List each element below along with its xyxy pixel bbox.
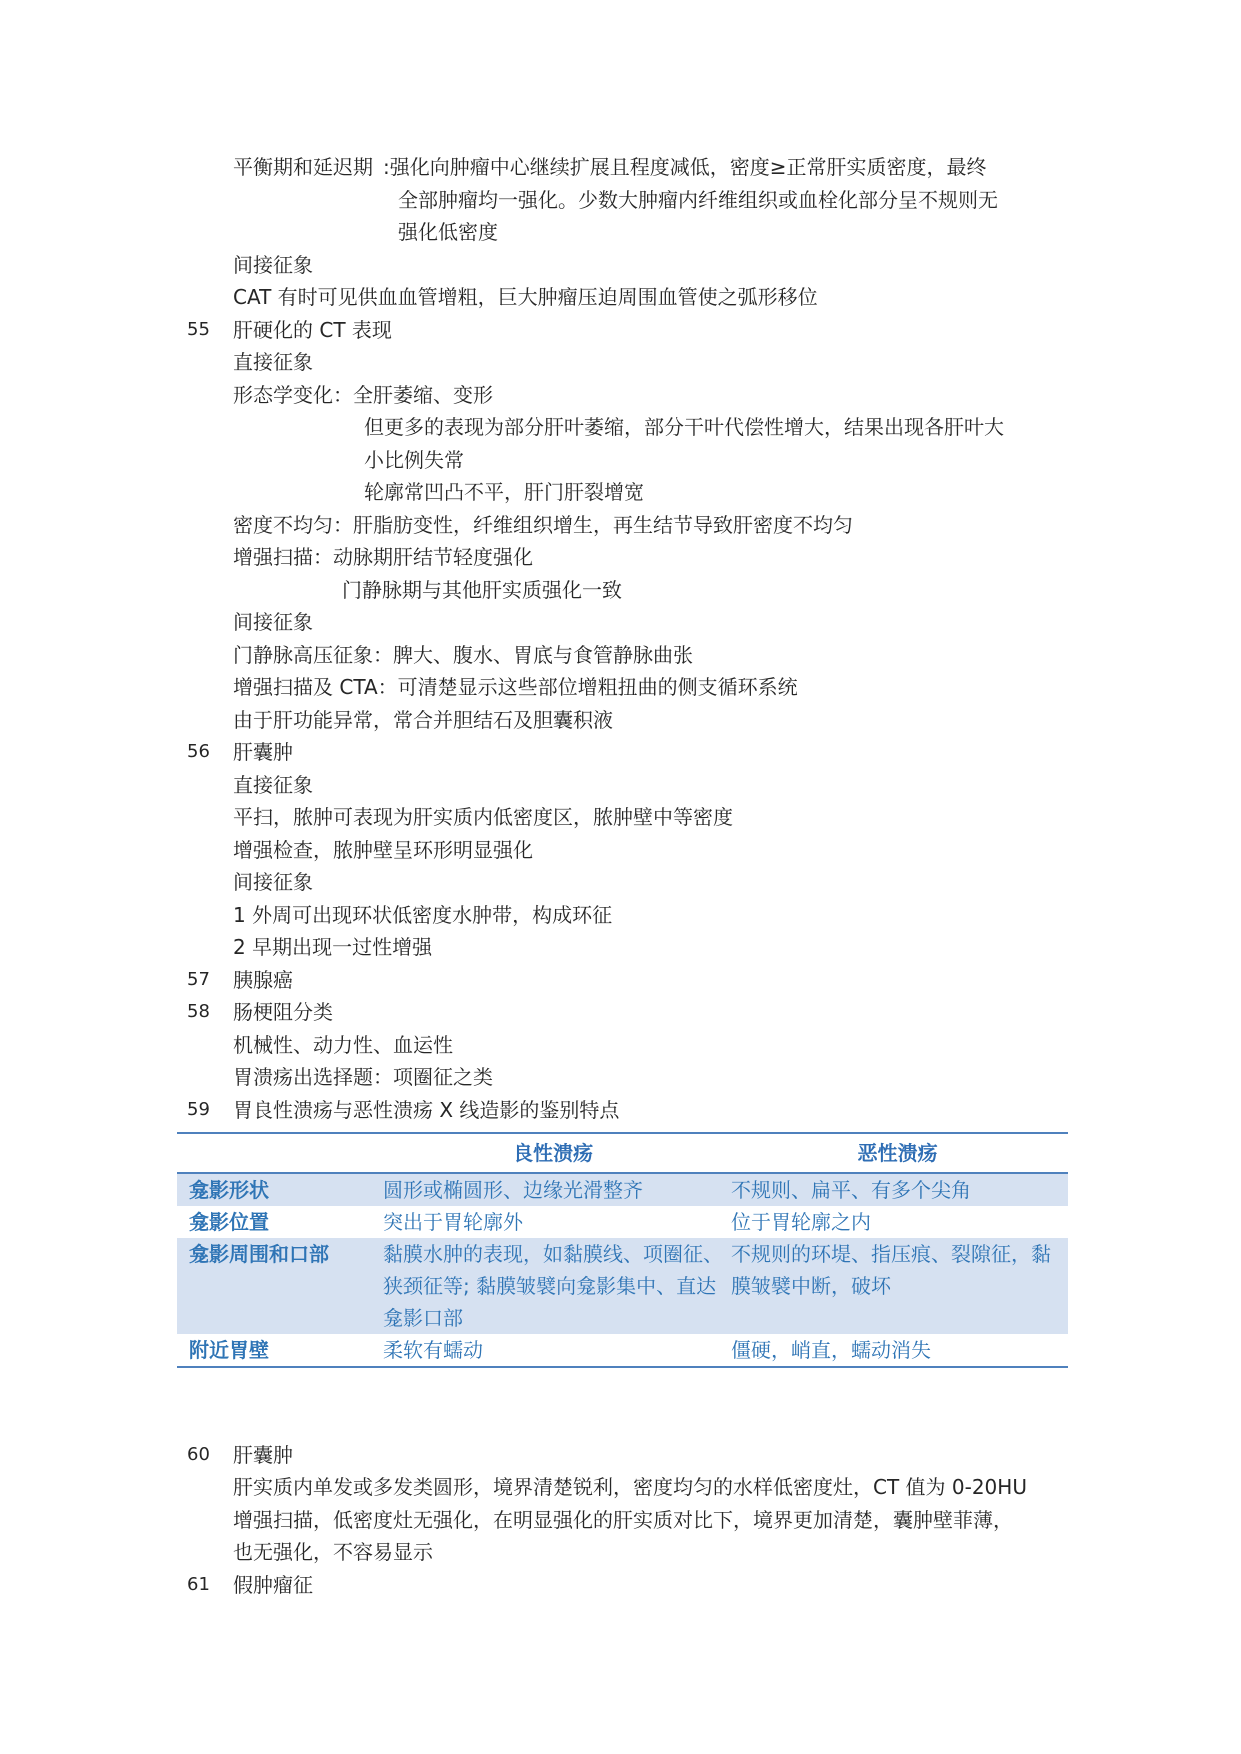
table-header-benign: 良性溃疡 [513, 1141, 593, 1165]
text-line: 1 外周可出现环状低密度水肿带，构成环征 [233, 903, 613, 927]
table-header-row [177, 1133, 1068, 1173]
item-heading: 肝硬化的 CT 表现 [233, 318, 392, 342]
item-number: 56 [187, 741, 210, 762]
table-row [177, 1238, 1068, 1334]
text-line: 平衡期和延迟期 [233, 155, 373, 179]
text-line: 门静脉期与其他肝实质强化一致 [342, 578, 622, 602]
item-heading: 胰腺癌 [233, 968, 293, 992]
item-number: 57 [187, 969, 210, 990]
text-line: 间接征象 [233, 870, 313, 894]
item-number: 60 [187, 1444, 210, 1465]
row-label: 龛影位置 [189, 1210, 269, 1234]
text-line: 门静脉高压征象：脾大、腹水、胃底与食管静脉曲张 [233, 643, 693, 667]
item-heading: 肝囊肿 [233, 740, 293, 764]
item-heading: 肠梗阻分类 [233, 1000, 333, 1024]
malignant-cell: 不规则的环堤、指压痕、裂隙征，黏膜皱襞中断，破坏 [731, 1242, 1051, 1298]
malignant-cell: 僵硬，峭直，蠕动消失 [731, 1338, 931, 1362]
benign-cell: 突出于胃轮廓外 [383, 1210, 523, 1234]
text-line: 间接征象 [233, 610, 313, 634]
text-line: 增强检查，脓肿壁呈环形明显强化 [233, 838, 533, 862]
text-line: 2 早期出现一过性增强 [233, 935, 433, 959]
item-heading: 胃良性溃疡与恶性溃疡 X 线造影的鉴别特点 [233, 1098, 620, 1122]
text-line: 形态学变化：全肝萎缩、变形 [233, 383, 493, 407]
text-line: 平扫，脓肿可表现为肝实质内低密度区，脓肿壁中等密度 [233, 805, 733, 829]
malignant-cell: 不规则、扁平、有多个尖角 [731, 1178, 971, 1202]
item-number: 59 [187, 1099, 210, 1120]
item-number: 55 [187, 319, 210, 340]
text-line: 机械性、动力性、血运性 [233, 1033, 453, 1057]
benign-cell: 黏膜水肿的表现，如黏膜线、项圈征、狭颈征等; 黏膜皱襞向龛影集中、直达龛影口部 [383, 1242, 723, 1330]
row-label: 附近胃壁 [189, 1338, 269, 1362]
text-line: :强化向肿瘤中心继续扩展且程度减低，密度≥正常肝实质密度，最终 [383, 155, 987, 179]
text-line: 肝实质内单发或多发类圆形，境界清楚锐利，密度均匀的水样低密度灶，CT 值为 0-20HU [233, 1475, 1027, 1499]
row-label: 龛影形状 [189, 1178, 269, 1202]
text-line: 直接征象 [233, 350, 313, 374]
table-header-malignant: 恶性溃疡 [857, 1141, 938, 1165]
text-line: 也无强化，不容易显示 [233, 1540, 433, 1564]
text-line: 间接征象 [233, 253, 313, 277]
table-row [177, 1206, 1068, 1238]
item-number: 61 [187, 1574, 210, 1595]
text-line: 强化低密度 [398, 220, 498, 244]
text-line: 全部肿瘤均一强化。少数大肿瘤内纤维组织或血栓化部分呈不规则无 [398, 188, 998, 212]
table-row [177, 1334, 1068, 1367]
text-line: 轮廓常凹凸不平，肝门肝裂增宽 [364, 480, 644, 504]
item-heading: 假肿瘤征 [233, 1573, 313, 1597]
benign-cell: 圆形或椭圆形、边缘光滑整齐 [383, 1178, 643, 1202]
malignant-cell: 位于胃轮廓之内 [731, 1210, 871, 1234]
table-header-empty [177, 1133, 379, 1173]
text-line: 密度不均匀：肝脂肪变性，纤维组织增生，再生结节导致肝密度不均匀 [233, 513, 853, 537]
row-label: 龛影周围和口部 [189, 1242, 329, 1266]
text-line: CAT 有时可见供血血管增粗，巨大肿瘤压迫周围血管使之弧形移位 [233, 285, 818, 309]
text-line: 由于肝功能异常，常合并胆结石及胆囊积液 [233, 708, 613, 732]
ulcer-comparison-table [177, 1132, 1068, 1368]
text-line: 但更多的表现为部分肝叶萎缩，部分干叶代偿性增大，结果出现各肝叶大 [364, 415, 1004, 439]
item-heading: 肝囊肿 [233, 1443, 293, 1467]
benign-cell: 柔软有蠕动 [383, 1338, 483, 1362]
text-line: 小比例失常 [364, 448, 464, 472]
text-line: 增强扫描：动脉期肝结节轻度强化 [233, 545, 533, 569]
text-line: 增强扫描及 CTA：可清楚显示这些部位增粗扭曲的侧支循环系统 [233, 675, 798, 699]
text-line: 直接征象 [233, 773, 313, 797]
text-line: 增强扫描，低密度灶无强化，在明显强化的肝实质对比下，境界更加清楚，囊肿壁菲薄， [233, 1508, 1013, 1532]
table-row [177, 1173, 1068, 1206]
item-number: 58 [187, 1001, 210, 1022]
text-line: 胃溃疡出选择题：项圈征之类 [233, 1065, 493, 1089]
